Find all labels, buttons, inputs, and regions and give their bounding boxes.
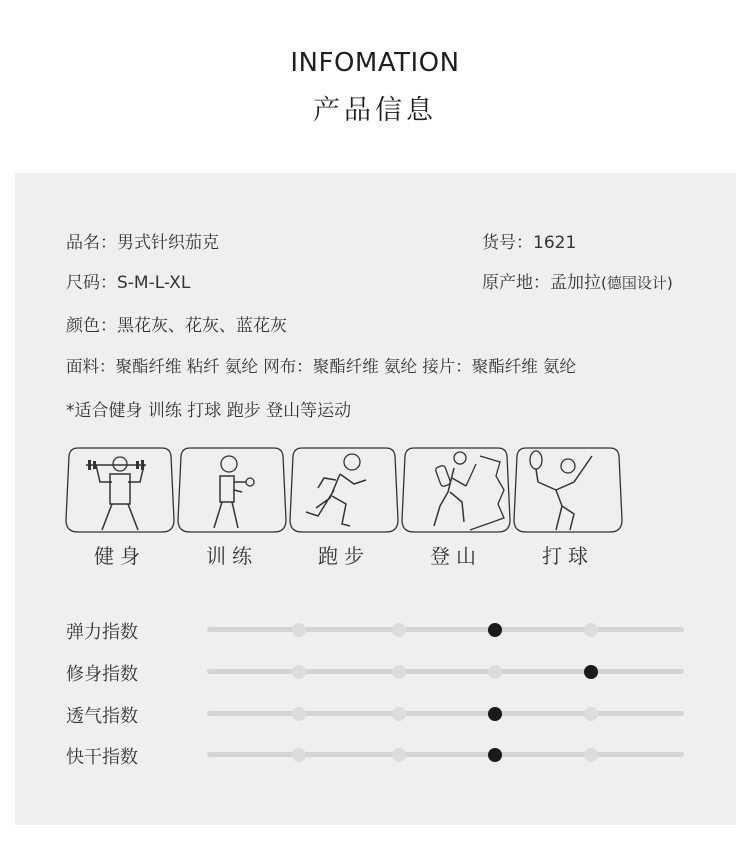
level-dot (392, 665, 406, 679)
metric-track (207, 627, 684, 632)
origin-label: 原产地：孟加拉 (482, 273, 601, 293)
metric-track (207, 752, 684, 757)
size-range: 尺码：S-M-L-XL (66, 273, 191, 293)
hiking-icon (400, 446, 512, 536)
level-dot (292, 748, 306, 762)
fabric-composition: 面料：聚酯纤维 粘纤 氨纶 网布：聚酯纤维 氨纶 接片：聚酯纤维 氨纶 (66, 357, 576, 376)
activity-ball (512, 446, 624, 576)
activity-training (176, 446, 288, 576)
activity-climbing (400, 446, 512, 576)
title-chinese: 产品信息 (313, 95, 437, 126)
level-dot (392, 623, 406, 637)
activity-label: 打球 (542, 544, 594, 568)
tennis-icon (512, 446, 624, 536)
weightlifting-icon (64, 446, 176, 536)
origin-note: (德国设计) (601, 274, 673, 292)
color-options: 颜色：黑花灰、花灰、蓝花灰 (66, 316, 287, 336)
activity-label: 跑步 (318, 544, 370, 568)
origin (482, 268, 673, 293)
activity-label: 登山 (430, 544, 482, 568)
metric-label: 透气指数 (66, 706, 138, 727)
level-dot (292, 623, 306, 637)
metric-track (207, 669, 684, 674)
activity-label: 健身 (94, 544, 146, 568)
level-dot (584, 707, 598, 721)
level-dot (292, 707, 306, 721)
boxing-icon (176, 446, 288, 536)
metric-label: 修身指数 (66, 664, 138, 685)
item-number: 货号：1621 (482, 233, 577, 253)
running-icon (288, 446, 400, 536)
level-dot-active (488, 748, 502, 762)
level-dot (392, 707, 406, 721)
level-dot (584, 748, 598, 762)
level-dot (584, 623, 598, 637)
metric-label: 弹力指数 (66, 622, 138, 643)
title-english: INFOMATION (290, 48, 460, 78)
level-dot-active (488, 623, 502, 637)
activity-fitness (64, 446, 176, 576)
suitable-sports: *适合健身 训练 打球 跑步 登山等运动 (66, 401, 352, 421)
level-dot-active (488, 707, 502, 721)
metric-track (207, 711, 684, 716)
level-dot (292, 665, 306, 679)
activity-running (288, 446, 400, 576)
metric-label: 快干指数 (66, 747, 138, 768)
level-dot (392, 748, 406, 762)
product-name: 品名：男式针织茄克 (66, 233, 219, 253)
level-dot-active (584, 665, 598, 679)
level-dot (488, 665, 502, 679)
activity-label: 训练 (206, 544, 258, 568)
activity-icons (64, 446, 624, 576)
